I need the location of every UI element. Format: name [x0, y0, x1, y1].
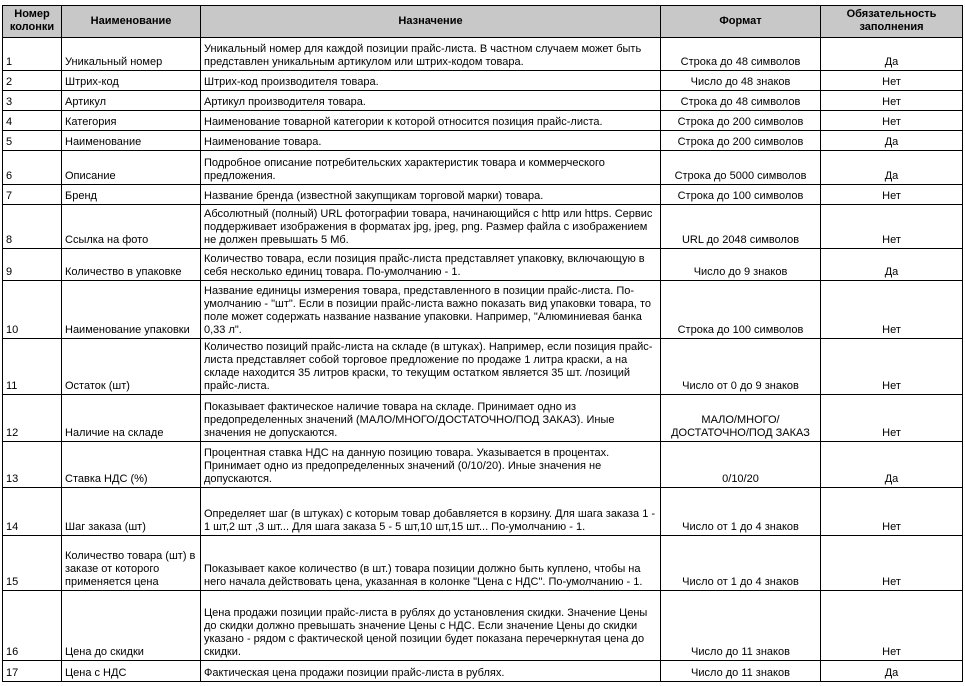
row-required: Нет — [821, 185, 963, 205]
row-number: 2 — [3, 71, 62, 91]
row-required: Да — [821, 249, 963, 281]
table-row — [3, 38, 963, 71]
row-name: Остаток (шт) — [62, 339, 201, 395]
row-number: 1 — [3, 38, 62, 71]
row-purpose: Уникальный номер для каждой позиции прайс-листа. В частном случаем может быть представлен уникальным артикулом или штрих-кодом товара. — [201, 38, 661, 71]
row-number: 14 — [3, 488, 62, 536]
row-required: Нет — [821, 205, 963, 249]
table-row — [3, 661, 963, 682]
table-row — [3, 591, 963, 661]
row-number: 17 — [3, 661, 62, 682]
table-row — [3, 339, 963, 395]
row-format: Число до 11 знаков — [661, 661, 821, 682]
row-format: Строка до 100 символов — [661, 281, 821, 339]
header-row — [3, 6, 963, 38]
row-required: Нет — [821, 488, 963, 536]
table-row — [3, 281, 963, 339]
row-required: Да — [821, 151, 963, 185]
row-number: 6 — [3, 151, 62, 185]
row-required: Нет — [821, 536, 963, 591]
row-purpose: Цена продажи позиции прайс-листа в рублях до установления скидки. Значение Цены до скидки должно превышать значение Цены с НДС. Если значение Цены до скидки указано - рядом с фактической ценой позиции будет показана перечеркнутая цена до скидки. — [201, 591, 661, 661]
row-purpose: Количество позиций прайс-листа на складе (в штуках). Например, если позиция прайс-листа представляет собой торговое предложение по продаже 1 литра краски, а на складе находится 35 литров краски, то текущим остатком является 35 шт. /позиций прайс-листа. — [201, 339, 661, 395]
header-number: Номер колонки — [3, 6, 62, 38]
table-row — [3, 249, 963, 281]
row-purpose: Название бренда (известной закупщикам торговой марки) товара. — [201, 185, 661, 205]
row-required: Нет — [821, 91, 963, 111]
table-row — [3, 71, 963, 91]
row-purpose: Артикул производителя товара. — [201, 91, 661, 111]
row-number: 10 — [3, 281, 62, 339]
table-row — [3, 442, 963, 488]
row-purpose: Название единицы измерения товара, представленного в позиции прайс-листа. По-умолчанию - "шт". Если в позиции прайс-листа важно показать вид упаковки товара, то поле может содержать название название упаковки. Например, "Алюминиевая банка 0,33 л". — [201, 281, 661, 339]
row-purpose: Фактическая цена продажи позиции прайс-листа в рублях. — [201, 661, 661, 682]
row-purpose: Показывает какое количество (в шт.) товара позиции должно быть куплено, чтобы на него начала действовать цена, указанная в колонке "Цена с НДС". По-умолчанию - 1. — [201, 536, 661, 591]
header-required: Обязательность заполнения — [821, 6, 963, 38]
row-format: Строка до 100 символов — [661, 185, 821, 205]
row-number: 5 — [3, 131, 62, 151]
row-name: Описание — [62, 151, 201, 185]
row-purpose: Количество товара, если позиция прайс-листа представляет упаковку, включающую в себя несколько единиц товара. По-умолчанию - 1. — [201, 249, 661, 281]
table-row — [3, 536, 963, 591]
table-row — [3, 205, 963, 249]
header-format: Формат — [661, 6, 821, 38]
table-row — [3, 185, 963, 205]
row-format: Строка до 48 символов — [661, 91, 821, 111]
row-name: Ссылка на фото — [62, 205, 201, 249]
row-format: Число до 9 знаков — [661, 249, 821, 281]
row-format: МАЛО/МНОГО/ДОСТАТОЧНО/ПОД ЗАКАЗ — [661, 395, 821, 442]
table-row — [3, 151, 963, 185]
row-purpose: Наименование товара. — [201, 131, 661, 151]
row-format: Число до 11 знаков — [661, 591, 821, 661]
row-required: Нет — [821, 281, 963, 339]
row-required: Да — [821, 38, 963, 71]
table-row — [3, 111, 963, 131]
row-format: Строка до 200 символов — [661, 111, 821, 131]
row-required: Да — [821, 131, 963, 151]
row-number: 4 — [3, 111, 62, 131]
row-required: Да — [821, 661, 963, 682]
row-number: 15 — [3, 536, 62, 591]
row-purpose: Показывает фактическое наличие товара на складе. Принимает одно из предопределенных значений (МАЛО/МНОГО/ДОСТАТОЧНО/ПОД ЗАКАЗ). Иные значения не допускаются. — [201, 395, 661, 442]
row-number: 9 — [3, 249, 62, 281]
row-name: Шаг заказа (шт) — [62, 488, 201, 536]
row-format: Число от 1 до 4 знаков — [661, 488, 821, 536]
row-name: Уникальный номер — [62, 38, 201, 71]
row-required: Нет — [821, 71, 963, 91]
row-name: Цена до скидки — [62, 591, 201, 661]
table-row — [3, 131, 963, 151]
table-row — [3, 395, 963, 442]
row-number: 13 — [3, 442, 62, 488]
row-name: Количество в упаковке — [62, 249, 201, 281]
row-number: 12 — [3, 395, 62, 442]
row-name: Ставка НДС (%) — [62, 442, 201, 488]
row-format: Строка до 48 символов — [661, 38, 821, 71]
row-required: Нет — [821, 111, 963, 131]
row-name: Бренд — [62, 185, 201, 205]
row-name: Артикул — [62, 91, 201, 111]
table-row — [3, 91, 963, 111]
row-number: 7 — [3, 185, 62, 205]
row-purpose: Абсолютный (полный) URL фотографии товара, начинающийся с http или https. Сервис поддерживает изображения в форматах jpg, jpeg, png. Размер файла с изображением не должен превышать 5 Мб. — [201, 205, 661, 249]
row-format: URL до 2048 символов — [661, 205, 821, 249]
price-list-columns-table — [2, 5, 963, 682]
row-required: Нет — [821, 395, 963, 442]
row-purpose: Штрих-код производителя товара. — [201, 71, 661, 91]
row-name: Наименование упаковки — [62, 281, 201, 339]
row-format: Число от 1 до 4 знаков — [661, 536, 821, 591]
row-name: Цена с НДС — [62, 661, 201, 682]
row-format: Число до 48 знаков — [661, 71, 821, 91]
row-number: 11 — [3, 339, 62, 395]
row-name: Наличие на складе — [62, 395, 201, 442]
row-format: Число от 0 до 9 знаков — [661, 339, 821, 395]
row-number: 8 — [3, 205, 62, 249]
row-name: Штрих-код — [62, 71, 201, 91]
row-format: Строка до 5000 символов — [661, 151, 821, 185]
row-required: Нет — [821, 591, 963, 661]
row-required: Нет — [821, 339, 963, 395]
row-purpose: Процентная ставка НДС на данную позицию товара. Указывается в процентах. Принимает одно из предопределенных значений (0/10/20). Иные значения не допускаются. — [201, 442, 661, 488]
row-number: 3 — [3, 91, 62, 111]
row-format: 0/10/20 — [661, 442, 821, 488]
row-number: 16 — [3, 591, 62, 661]
row-name: Количество товара (шт) в заказе от которого применяется цена — [62, 536, 201, 591]
header-name: Наименование — [62, 6, 201, 38]
row-required: Да — [821, 442, 963, 488]
row-purpose: Определяет шаг (в штуках) с которым товар добавляется в корзину. Для шага заказа 1 - 1 шт,2 шт ,3 шт... Для шага заказа 5 - 5 шт,10 шт,15 шт... По-умолчанию - 1. — [201, 488, 661, 536]
row-purpose: Наименование товарной категории к которой относится позиция прайс-листа. — [201, 111, 661, 131]
row-name: Наименование — [62, 131, 201, 151]
header-purpose: Назначение — [201, 6, 661, 38]
row-format: Строка до 200 символов — [661, 131, 821, 151]
row-purpose: Подробное описание потребительских характеристик товара и коммерческого предложения. — [201, 151, 661, 185]
table-row — [3, 488, 963, 536]
row-name: Категория — [62, 111, 201, 131]
